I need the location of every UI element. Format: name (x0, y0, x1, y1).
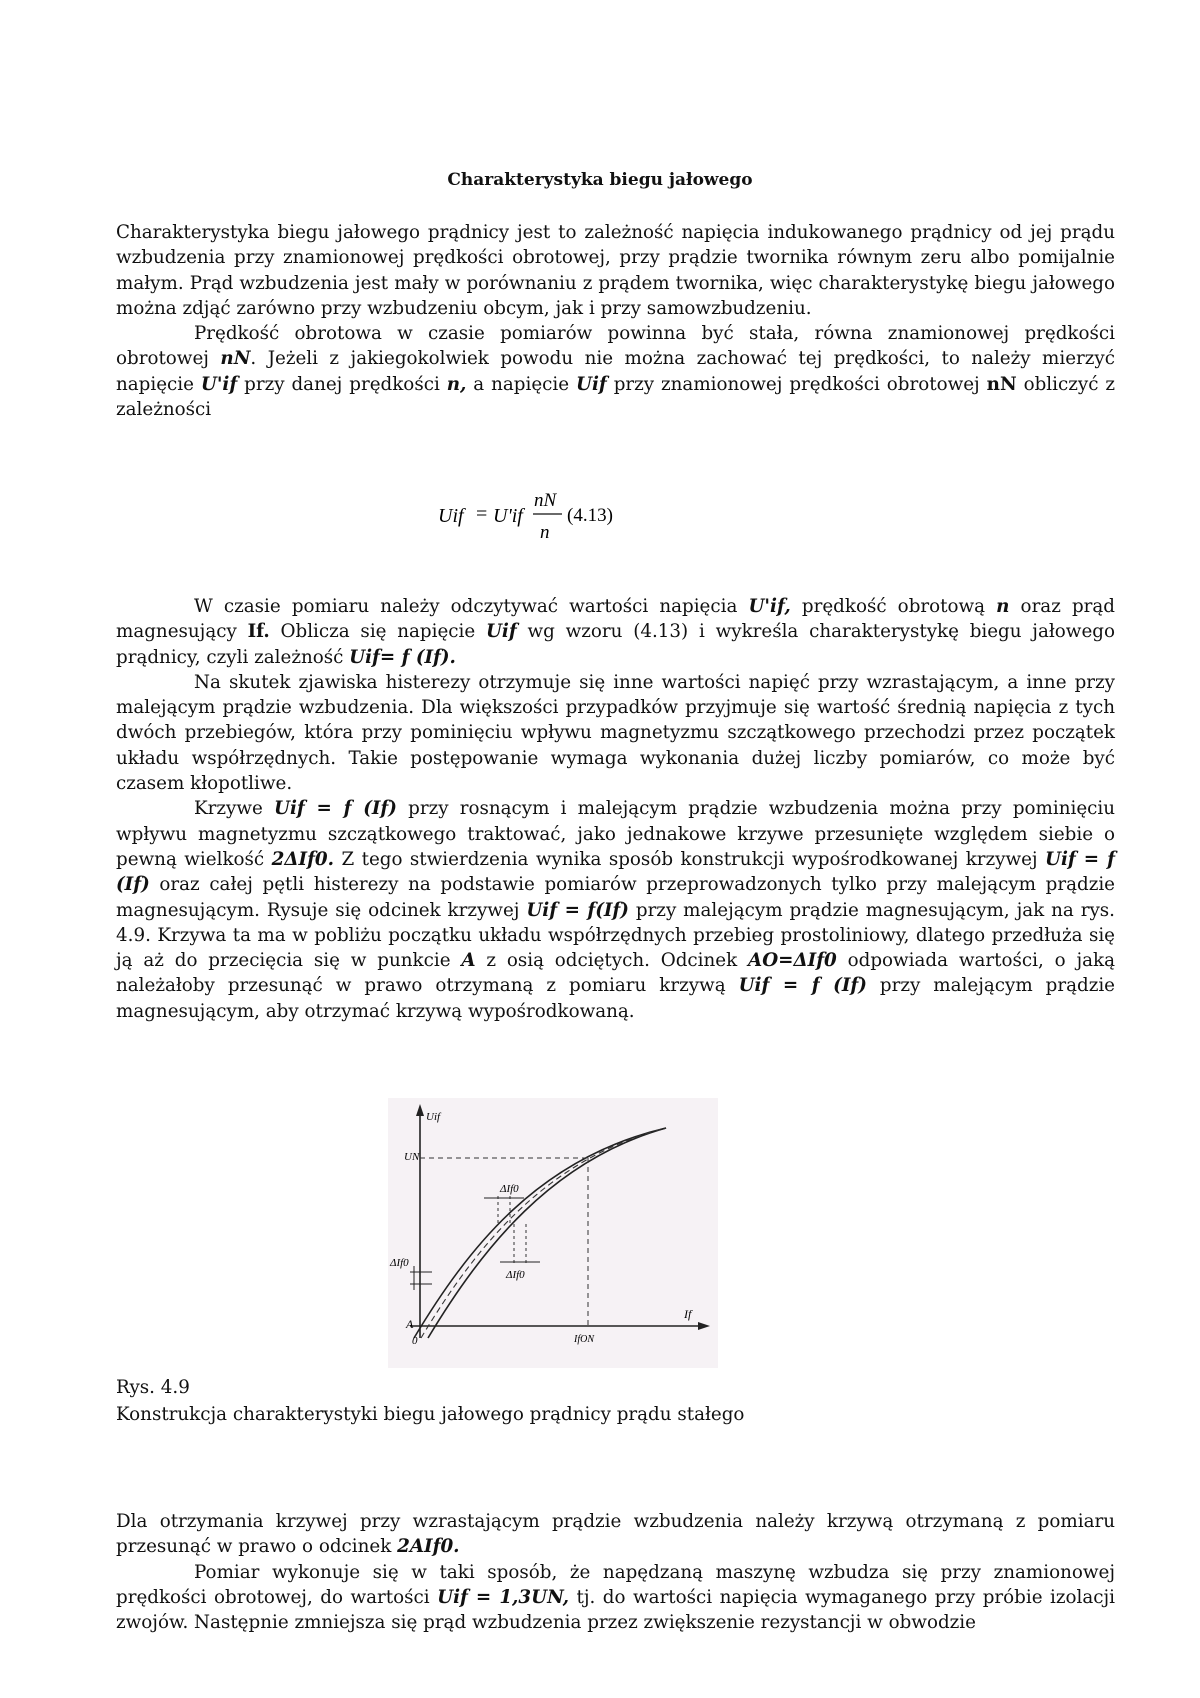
origin-label: 0 (412, 1335, 418, 1347)
p3-text-a: W czasie pomiaru należy odczytywać wartości napięcia (194, 596, 749, 617)
p5-text-g: z osią odciętych. Odcinek (475, 950, 749, 972)
p2-text-e: przy znamionowej prędkości obrotowej (606, 373, 987, 395)
y-axis-label: Uif (426, 1111, 441, 1123)
hysteresis-diagram (388, 1098, 718, 1368)
p3-uif: Uif (485, 621, 517, 643)
formula-number: (4.13) (567, 505, 613, 526)
delta-left-label: ΔIf0 (390, 1257, 409, 1269)
paragraph-3 (116, 594, 1115, 670)
p5-function-1: Uif = f (If) (274, 798, 397, 820)
p5-text-b: przy rosnącym i malejącym prądzie wzbudzenia można przy pominięciu wpływu magnetyzmu szczątkowego traktować, jako jednakowe krzywe przesunięte względem siebie o pewną wielkość (116, 798, 1116, 870)
p3-function: Uif= f (If). (349, 646, 456, 668)
p5-ao: AO=ΔIf0 (748, 950, 837, 972)
p3-text-b: prędkość obrotową (790, 596, 997, 617)
formula-denominator: n (540, 522, 550, 543)
un-label: UN (404, 1151, 420, 1163)
p5-point-a: A (461, 950, 476, 972)
paragraph-7 (116, 1560, 1115, 1636)
p2-n: n, (446, 373, 467, 395)
paragraph-2 (116, 321, 1115, 422)
delta-top-label: ΔIf0 (500, 1183, 519, 1195)
p3-text-e: wg wzoru (4.13) i wykreśla charakterystykę biegu jałowego prądnicy, czyli zależność (116, 621, 1115, 668)
ifn-label: IfON (574, 1334, 594, 1345)
x-axis-label: If (684, 1307, 692, 1321)
paragraph-block-3 (116, 1509, 1115, 1635)
point-a-label: A (406, 1317, 414, 1331)
formula-lhs: Uif (438, 505, 464, 527)
p7-text-a: Pomiar wykonuje się w taki sposób, że napędzaną maszynę wzbudza się przy znamionowej prędkości obrotowej, do wartości (116, 1561, 1115, 1608)
formula-eq: = (476, 503, 488, 525)
figure-background (388, 1098, 718, 1368)
formula-4-13 (438, 484, 678, 546)
paragraph-intro (116, 220, 1115, 422)
figure-4-9 (388, 1098, 718, 1368)
p3-if: If. (247, 621, 270, 643)
formula-numerator: nN (534, 490, 557, 511)
p3-n: n (996, 596, 1010, 617)
p6-text-a: Dla otrzymania krzywej przy wzrastającym prądzie wzbudzenia należy krzywą otrzymaną z pomiaru przesunąć w prawo o odcinek (116, 1511, 1115, 1558)
p6-offset: 2AIf0. (397, 1536, 460, 1558)
p5-function-4: Uif = f (If) (738, 975, 867, 997)
paragraph-5 (116, 796, 1115, 1024)
p3-text-d: Oblicza się napięcie (269, 621, 486, 643)
p7-voltage: Uif = 1,3UN, (437, 1586, 569, 1608)
p5-text-h: odpowiada wartości, o jaką należałoby przesunąć w prawo otrzymaną z pomiaru krzywą (116, 950, 1115, 997)
p2-text-d: a napięcie (466, 373, 576, 395)
paragraph-6 (116, 1509, 1115, 1560)
p5-text-i: przy malejącym prądzie magnesującym, aby otrzymać krzywą wypośrodkowaną. (116, 975, 1115, 1022)
paragraph-4: Na skutek zjawiska histerezy otrzymuje się inne wartości napięć przy wzrastającym, a inne przy malejącym prądzie wzbudzenia. Dla większości przypadków przyjmuje się wartość średnią napięcia z tych dwóch przebiegów, która przy pominięciu wpływu magnetyzmu szczątkowego przechodzi przez początek układu współrzędnych. Takie postępowanie wymaga wykonania dużej liczby pomiarów, co może być czasem kłopotliwe. (116, 671, 1115, 795)
p5-text-e: przy malejącym prądzie magnesującym, jak na rys. 4.9. Krzywa ta ma w pobliżu początku układu współrzędnych przebieg prostoliniowy, dlatego przedłuża się ją aż do przecięcia się w punkcie (116, 899, 1115, 972)
paragraph-1: Charakterystyka biegu jałowego prądnicy jest to zależność napięcia indukowanego prądnicy od jej prądu wzbudzenia przy znamionowej prędkości obrotowej, przy prądzie twornika równym zeru albo pomijalnie małym. Prąd wzbudzenia jest mały w porównaniu z prądem twornika, więc charakterystykę biegu jałowego można zdjąć zarówno przy wzbudzeniu obcym, jak i przy samowzbudzeniu. (116, 222, 1115, 319)
paragraph-block-2 (116, 594, 1115, 1024)
formula-rhs: U'if (493, 505, 523, 527)
figure-number: Rys. 4.9 (116, 1377, 190, 1398)
p5-text-d: oraz całej pętli histerezy na podstawie pomiarów przeprowadzonych tylko przy malejącym prądzie magnesującym. Rysuje się odcinek krzywej (116, 874, 1115, 921)
p5-function-2: Uif = f (If) (116, 848, 1115, 896)
p2-uif: Uif (576, 373, 607, 395)
p2-nN-2: nN (986, 373, 1017, 395)
p5-delta: 2ΔIf0. (271, 848, 335, 870)
p3-uif-prime: U'if, (748, 596, 791, 617)
page-title: Charakterystyka biegu jałowego (447, 170, 753, 190)
p7-text-c: tj. do wartości napięcia wymaganego przy próbie izolacji zwojów. Następnie zmniejsza się prąd wzbudzenia przez zwiększenie rezystancji w obwodzie (116, 1586, 1116, 1634)
p3-text-c: oraz prąd magnesujący (116, 596, 1115, 643)
p5-function-3: Uif = f(If) (526, 899, 629, 921)
p5-text-a: Krzywe (194, 798, 275, 820)
p2-text-a: Prędkość obrotowa w czasie pomiarów powinna być stała, równa znamionowej prędkości obrotowej (116, 323, 1115, 370)
p2-text-f: obliczyć z zależności (116, 373, 1115, 421)
delta-mid-label: ΔIf0 (506, 1269, 525, 1281)
p2-text-c: przy danej prędkości (237, 373, 447, 395)
p2-uif-prime: U'if (200, 373, 238, 395)
p5-text-c: Z tego stwierdzenia wynika sposób konstrukcji wypośrodkowanej krzywej (334, 848, 1046, 870)
p2-nN: nN (220, 348, 251, 370)
figure-caption: Konstrukcja charakterystyki biegu jałowego prądnicy prądu stałego (116, 1404, 745, 1425)
p2-text-b: . Jeżeli z jakiegokolwiek powodu nie można zachować tej prędkości, to należy mierzyć napięcie (116, 348, 1115, 395)
